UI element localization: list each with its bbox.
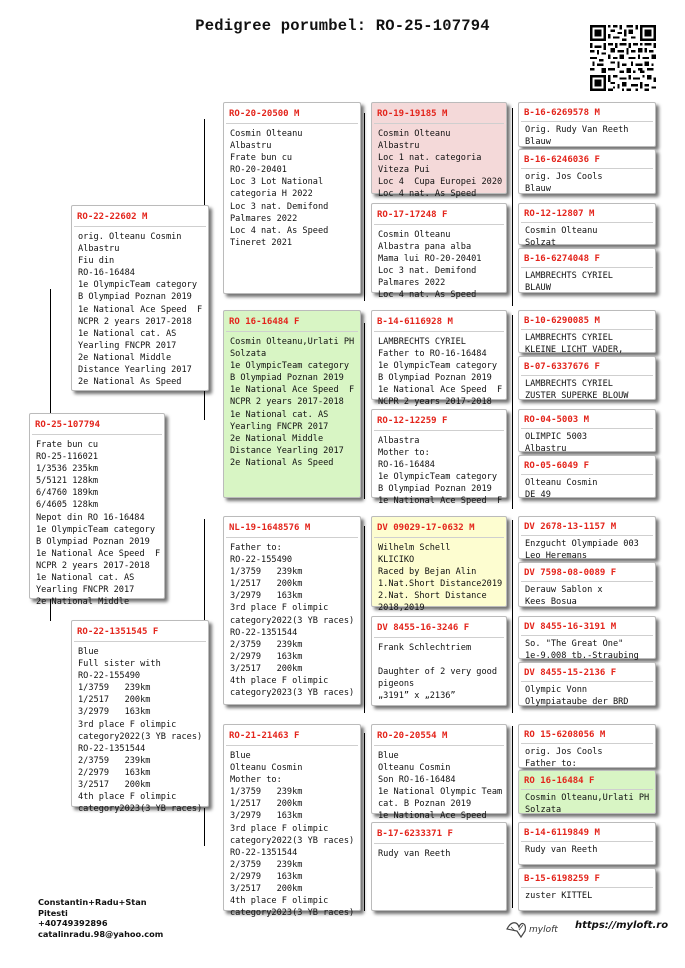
pigeon-details: Father to: RO-22-155490 1/3759 239km 1/2517 200km 3/2979 163km 3rd place F olimpic category2022(3 YB races) RO-22-1351544 2/3759 239km 2/2979 163km 3/2517 200km 4th place F olimpic category2023(3 YB races) [230, 543, 355, 699]
pigeon-card-gen3[interactable] [223, 516, 361, 705]
pigeon-details: orig. Olteanu Cosmin Albastru Fiu din RO-16-16484 1e OlympicTeam category B Olympiad Poznan 2019 1e National Ace Speed F NCPR 2 years 2017-2018 1e National cat. AS Yearling FNCPR 2017 2e National Middle Distance Yearling 2017 2e National As Speed [78, 232, 203, 388]
ring-number: RO-25-107794 [35, 420, 101, 430]
connector-line [364, 113, 365, 301]
ring-number: B-17-6233371 F [377, 829, 453, 839]
pigeon-details: Frank Schlechtriem Daughter of 2 very good pigeons „3191” x „2136” [378, 643, 497, 702]
ring-number: RO-17-17248 F [377, 210, 448, 220]
pigeon-card-gen4[interactable] [371, 822, 507, 911]
connector-line [204, 119, 205, 216]
ring-number: B-15-6198259 F [524, 874, 600, 884]
ring-number: DV 2678-13-1157 M [524, 522, 617, 532]
connector-line [364, 323, 365, 499]
ring-number: RO-12-12259 F [377, 416, 448, 426]
ring-number: RO 15-6208056 M [524, 730, 606, 740]
owner-contact: Constantin+Radu+Stan Pitesti +40749392896 catalinradu.98@yahoo.com [38, 897, 164, 939]
ring-number: B-07-6337676 F [524, 362, 600, 372]
ring-number: RO-21-21463 F [229, 731, 300, 741]
pigeon-details: Wilhelm Schell KLICIKO Raced by Bejan Alin 1.Nat.Short Distance2019 2.Nat. Short Distance 2018,2019 [378, 543, 503, 614]
ring-number: DV 8455-16-3246 F [377, 623, 470, 633]
connector-line [512, 315, 513, 509]
pigeon-details: zuster KITTEL [525, 891, 593, 901]
pigeon-details: Blue Full sister with RO-22-155490 1/3759 239km 1/2517 200km 3/2979 163km 3rd place F olimpic category2022(3 YB races) RO-22-1351544 2/3759 239km 2/2979 163km 3/2517 200km 4th place F olimpic category2023(3 YB races) [78, 647, 203, 815]
pigeon-card-gen5[interactable] [518, 662, 656, 706]
pigeon-card-gen4[interactable] [371, 616, 507, 706]
connector-line [512, 520, 513, 713]
pigeon-card-gen4[interactable] [371, 724, 507, 822]
pigeon-details: Olympic Vonn Olympiataube der BRD [525, 685, 629, 708]
ring-number: B-10-6290085 M [524, 316, 600, 326]
pigeon-details: Frate bun cu RO-25-116021 1/3536 235km 5/5121 128km 6/4760 189km 6/4605 128km Nepot din RO 16-16484 1e OlympicTeam category B Olympiad Poznan 2019 1e National Ace Speed F NCPR 2 years 2017-2018 1e National cat. AS Yearling FNCPR 2017 2e National Middle [36, 440, 161, 608]
pigeon-card-gen5[interactable] [518, 616, 656, 662]
pigeon-card-gen5[interactable] [518, 868, 656, 911]
pigeon-details: Cosmin Olteanu,Urlati PH Solzata 1e OlympicTeam category B Olympiad Poznan 2019 1e National Ace Speed F NCPR 2 years 2017-2018 1e National cat. AS Yearling FNCPR 2017 2e National Middle Distance Yearling 2017 2e National As Speed [230, 337, 355, 468]
connector-line [512, 726, 513, 908]
pigeon-details: Orig. Rudy Van Reeth Blauw [525, 125, 629, 148]
pigeon-details: Cosmin Olteanu Albastra pana alba Mama lui RO-20-20401 Loc 3 nat. Demifond Palmares 2022 Loc 4 nat. As Speed [378, 230, 482, 301]
pigeon-details: Rudy van Reeth [525, 845, 598, 855]
pigeon-card-subject[interactable] [29, 413, 165, 608]
pigeon-card-gen4[interactable] [371, 516, 507, 614]
pigeon-details: LAMBRECHTS CYRIEL Father to RO-16-16484 1e OlympicTeam category B Olympiad Poznan 2019 1e National Ace Speed F NCPR 2 years 2017-2018 [378, 337, 503, 408]
ring-number: RO-19-19185 M [377, 109, 448, 119]
ring-number: RO-20-20500 M [229, 109, 300, 119]
pigeon-details: Blue Olteanu Cosmin Son RO-16-16484 1e National Olympic Team cat. B Poznan 2019 1e National Ace Speed [378, 751, 503, 822]
ring-number: RO-04-5003 M [524, 415, 590, 425]
pigeon-card-gen5[interactable] [518, 822, 656, 865]
page-title: Pedigree porumbel: RO-25-107794 [195, 17, 490, 35]
pigeon-details: Derauw Sablon x Kees Bosua [525, 585, 603, 608]
pigeon-card-gen3[interactable] [223, 102, 361, 294]
ring-number: B-14-6119849 M [524, 828, 600, 838]
connector-line [512, 108, 513, 306]
pigeon-details: Cosmin Olteanu Albastru Frate bun cu RO-20-20401 Loc 3 Lot National categoria H 2022 Loc 3 nat. Demifond Palmares 2022 Loc 4 nat. As Speed Tineret 2021 [230, 129, 329, 248]
ring-number: RO-12-12807 M [524, 209, 595, 219]
pigeon-details: OLIMPIC 5003 Albastru [525, 432, 588, 455]
pigeon-card-gen5[interactable] [518, 562, 656, 607]
pigeon-details: Cosmin Olteanu Solzat [525, 226, 598, 249]
pigeon-card-gen5[interactable] [518, 203, 656, 249]
pigeon-card-gen3[interactable] [223, 310, 361, 498]
ring-number: B-16-6269578 M [524, 108, 600, 118]
pigeon-details: Blue Olteanu Cosmin Mother to: 1/3759 239km 1/2517 200km 3/2979 163km 3rd place F olimpic category2022(3 YB races) RO-22-1351544 2/3759 239km 2/2979 163km 3/2517 200km 4th place F olimpic category2023(3 YB races) [230, 751, 355, 919]
ring-number: RO-22-1351545 F [77, 627, 159, 637]
pigeon-details: Olteanu Cosmin DE 49 [525, 478, 598, 501]
pigeon-details: orig. Jos Cools Blauw [525, 172, 603, 195]
ring-number: NL-19-1648576 M [229, 523, 311, 533]
pigeon-card-gen5[interactable] [518, 149, 656, 194]
pigeon-card-gen5[interactable] [518, 310, 656, 356]
ring-number: RO-20-20554 M [377, 731, 448, 741]
ring-number: DV 8455-15-2136 F [524, 668, 617, 678]
pigeon-card-gen5[interactable] [518, 248, 656, 293]
pigeon-card-gen4[interactable] [371, 102, 507, 200]
ring-number: DV 09029-17-0632 M [377, 523, 475, 533]
website-link[interactable]: https://myloft.ro [575, 920, 669, 931]
pigeon-card-gen5[interactable] [518, 409, 656, 455]
connector-line [364, 733, 365, 911]
pigeon-card-gen5[interactable] [518, 356, 656, 400]
connector-line [50, 289, 51, 414]
pigeon-card-gen4[interactable] [371, 310, 507, 408]
pigeon-details: LAMBRECHTS CYRIEL BLAUW [525, 271, 613, 294]
pigeon-card-gen4[interactable] [371, 409, 507, 507]
pigeon-card-gen5[interactable] [518, 724, 656, 768]
ring-number: RO 16-16484 F [229, 317, 300, 327]
pigeon-details: Enzgucht Olympiade 003 Leo Heremans [525, 539, 639, 562]
pigeon-card-gen5[interactable] [518, 455, 656, 501]
connector-line [204, 519, 205, 622]
connector-line [364, 526, 365, 713]
ring-number: B-16-6274048 F [524, 254, 600, 264]
pigeon-details: Cosmin Olteanu Albastru Loc 1 nat. categoria Viteza Pui Loc 4 Cupa Europei 2020 Loc 4 nat. As Speed [378, 129, 503, 200]
pigeon-card-gen5[interactable] [518, 102, 656, 147]
ring-number: DV 8455-16-3191 M [524, 622, 617, 632]
pigeon-details: orig. Jos Cools Father to: [525, 747, 603, 770]
ring-number: B-14-6116928 M [377, 317, 453, 327]
pigeon-card-father[interactable] [71, 205, 209, 391]
qr-code [590, 25, 656, 91]
pigeon-details: Cosmin Olteanu,Urlati PH Solzata [525, 793, 650, 816]
ring-number: RO-22-22602 M [77, 212, 148, 222]
pigeon-details: LAMBRECHTS CYRIEL KLEINE LICHT VADER, [525, 333, 624, 356]
pigeon-card-gen4[interactable] [371, 203, 507, 301]
ring-number: RO 16-16484 F [524, 776, 595, 786]
pigeon-details: Rudy van Reeth [378, 849, 451, 859]
pigeon-card-mother[interactable] [71, 620, 209, 815]
pigeon-details: Albastra Mother to: RO-16-16484 1e OlympicTeam category B Olympiad Poznan 2019 1e National Ace Speed F [378, 436, 503, 507]
ring-number: B-16-6246036 F [524, 155, 600, 165]
pigeon-card-gen5[interactable] [518, 516, 656, 562]
pigeon-card-gen3[interactable] [223, 724, 361, 919]
pigeon-details: LAMBRECHTS CYRIEL ZUSTER SUPERKE BLOUW [525, 379, 629, 402]
ring-number: DV 7598-08-0089 F [524, 568, 617, 578]
ring-number: RO-05-6049 F [524, 461, 590, 471]
pigeon-details: So. "The Great One" 1e-9.008 tb.-Straubing [525, 639, 639, 662]
pigeon-card-gen5[interactable] [518, 770, 656, 814]
logo-text: myloft [529, 925, 558, 935]
myloft-logo [505, 915, 567, 941]
